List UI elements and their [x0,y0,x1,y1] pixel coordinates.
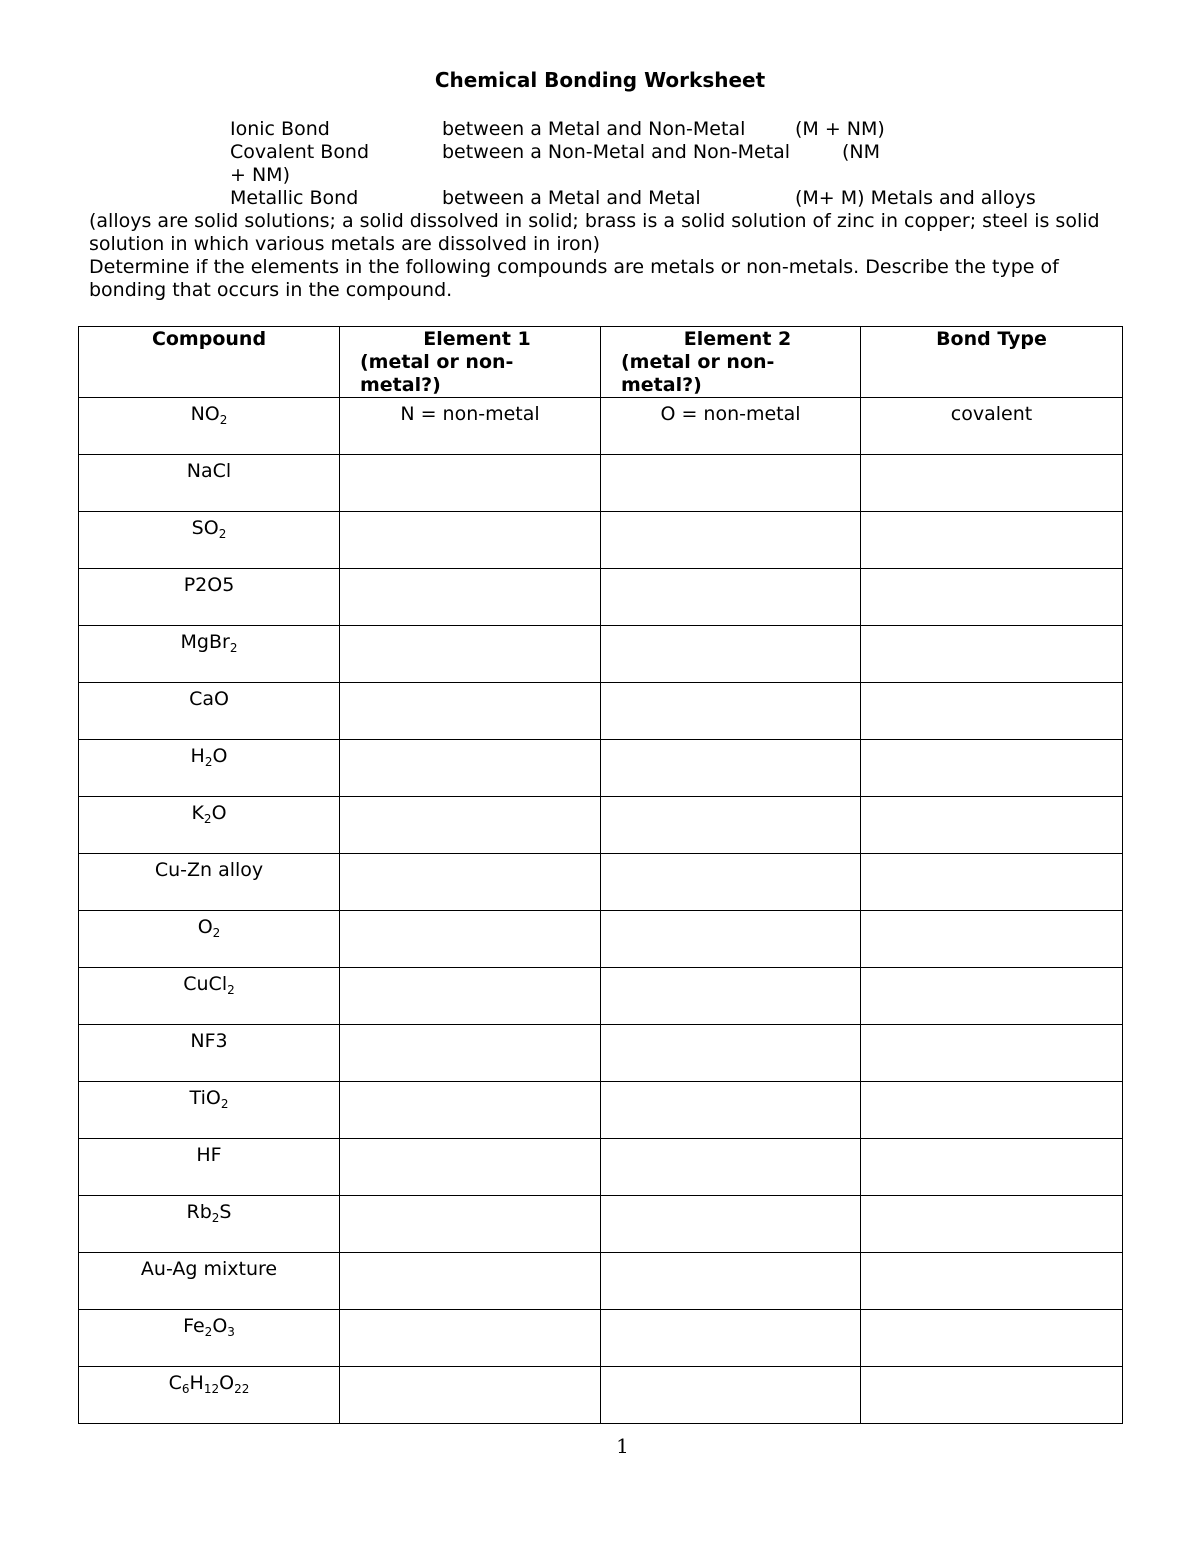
compound-formula [79,1253,339,1281]
table-row [79,455,1123,512]
formula-text: O [219,1372,235,1394]
bond-type-cell[interactable] [861,1139,1123,1196]
element-2-cell [601,398,861,455]
formula-subscript: 2 [204,1325,213,1339]
element-1-cell-answer: N = non-metal [400,403,540,425]
header-element-2-subtitle: (metal or non-metal?) [621,351,775,396]
element-1-cell[interactable] [340,626,601,683]
formula-subscript: 2 [220,1097,229,1111]
element-1-cell[interactable] [340,968,601,1025]
table-row [79,1025,1123,1082]
compound-formula [79,1367,339,1395]
compound-cell [79,1253,340,1310]
table-row [79,854,1123,911]
element-1-cell[interactable] [340,1310,601,1367]
element-2-cell[interactable] [601,797,861,854]
element-1-cell[interactable] [340,1253,601,1310]
compound-cell [79,1310,340,1367]
formula-subscript: 3 [227,1325,235,1339]
bond-type-cell[interactable] [861,1082,1123,1139]
formula-text: O [212,745,228,767]
bond-name: Covalent Bond [230,141,370,163]
bond-name: Metallic Bond [230,187,359,209]
bond-type-cell[interactable] [861,1196,1123,1253]
bond-abbreviation-continued: + NM) [230,164,290,186]
bond-abbreviation: (NM [842,141,881,163]
bond-type-cell [861,398,1123,455]
formula-text: S [219,1201,232,1223]
table-row [79,1310,1123,1367]
element-2-cell[interactable] [601,740,861,797]
table-row [79,797,1123,854]
bond-type-cell[interactable] [861,968,1123,1025]
table-row [79,1082,1123,1139]
formula-subscript: 6 [181,1382,190,1396]
compound-formula [79,1139,339,1167]
page-title: Chemical Bonding Worksheet [434,68,766,92]
element-2-cell[interactable] [601,854,861,911]
element-1-cell[interactable] [340,1025,601,1082]
compound-formula [79,455,339,483]
element-2-cell[interactable] [601,968,861,1025]
bond-type-cell[interactable] [861,626,1123,683]
compound-cell [79,797,340,854]
bond-type-cell[interactable] [861,1367,1123,1424]
formula-text: H [189,1372,204,1394]
formula-subscript: 2 [219,413,228,427]
formula-text: H [190,745,205,767]
compound-cell [79,455,340,512]
compound-cell [79,911,340,968]
bond-description: between a Metal and Non-Metal [442,118,746,140]
compound-formula [79,854,339,882]
formula-text: K [191,802,204,824]
bond-type-cell[interactable] [861,1310,1123,1367]
bond-type-cell-answer: covalent [950,403,1033,425]
element-1-cell[interactable] [340,569,601,626]
element-1-cell[interactable] [340,455,601,512]
compound-cell [79,1196,340,1253]
header-bond-type-label: Bond Type [936,328,1047,350]
header-compound [79,327,340,398]
element-2-cell[interactable] [601,911,861,968]
compound-cell [79,626,340,683]
formula-text: CaO [189,688,229,710]
compound-formula [79,398,339,426]
compound-formula [79,911,339,939]
header-element-1-subtitle: (metal or non-metal?) [360,351,514,396]
bond-type-cell[interactable] [861,569,1123,626]
element-2-cell[interactable] [601,1367,861,1424]
instructions-line: bonding that occurs in the compound. [89,279,453,301]
compound-cell [79,512,340,569]
formula-subscript: 2 [212,926,221,940]
bond-type-cell[interactable] [861,512,1123,569]
formula-text: P2O5 [183,574,235,596]
formula-subscript: 2 [229,641,238,655]
element-1-cell[interactable] [340,797,601,854]
element-2-cell[interactable] [601,569,861,626]
header-compound-label: Compound [151,328,267,350]
compound-cell [79,398,340,455]
element-1-cell[interactable] [340,1082,601,1139]
table-row [79,1196,1123,1253]
element-2-cell[interactable] [601,1139,861,1196]
element-2-cell[interactable] [601,455,861,512]
compound-cell [79,683,340,740]
compound-formula [79,512,339,540]
formula-text: Rb [186,1201,212,1223]
table-row [79,512,1123,569]
table-header-row [79,327,1123,398]
alloy-note-line: (alloys are solid solutions; a solid dissolved in solid; brass is a solid solution of zinc in copper; steel is solid [89,210,1100,232]
element-2-cell-answer: O = non-metal [660,403,801,425]
formula-text: TiO [189,1087,221,1109]
compound-formula [79,569,339,597]
table-row [79,740,1123,797]
formula-text: Au-Ag mixture [140,1258,278,1280]
element-1-cell[interactable] [340,683,601,740]
header-bond-type [861,327,1123,398]
compound-formula [79,1310,339,1338]
formula-text: Fe [183,1315,205,1337]
formula-text: C [168,1372,182,1394]
compound-cell [79,968,340,1025]
compound-formula [79,626,339,654]
compound-cell [79,1367,340,1424]
bond-type-cell[interactable] [861,1253,1123,1310]
header-element-2-title: Element 2 [683,328,792,350]
element-1-cell[interactable] [340,512,601,569]
page-number: 1 [616,1434,629,1458]
table-row [79,968,1123,1025]
formula-subscript: 2 [227,983,235,997]
compound-cell [79,1025,340,1082]
table-row [79,911,1123,968]
formula-text: HF [196,1144,222,1166]
table-row [79,1367,1123,1424]
formula-subscript: 2 [211,1211,220,1225]
alloy-note-line: solution in which various metals are dissolved in iron) [89,233,601,255]
element-2-cell[interactable] [601,1310,861,1367]
header-element-1 [340,327,601,398]
bond-abbreviation: (M+ M) Metals and alloys [795,187,1036,209]
formula-subscript: 12 [203,1382,220,1396]
bond-name: Ionic Bond [230,118,330,140]
table-row [79,683,1123,740]
table-row [79,398,1123,455]
element-1-cell[interactable] [340,740,601,797]
element-2-cell[interactable] [601,1196,861,1253]
element-2-cell[interactable] [601,512,861,569]
formula-text: NO [190,403,220,425]
element-1-cell [340,398,601,455]
formula-text: SO [191,517,219,539]
element-1-cell[interactable] [340,1367,601,1424]
bond-description: between a Non-Metal and Non-Metal [442,141,791,163]
compound-formula [79,797,339,825]
compound-cell [79,740,340,797]
compound-formula [79,1196,339,1224]
bond-type-cell[interactable] [861,683,1123,740]
bond-type-cell[interactable] [861,911,1123,968]
bond-type-cell[interactable] [861,854,1123,911]
bond-type-cell[interactable] [861,1025,1123,1082]
formula-subscript: 2 [203,812,212,826]
bond-abbreviation: (M + NM) [795,118,885,140]
bond-type-cell[interactable] [861,455,1123,512]
bond-type-cell[interactable] [861,797,1123,854]
compound-cell [79,1139,340,1196]
element-2-cell[interactable] [601,626,861,683]
table-row [79,1139,1123,1196]
compound-formula [79,1025,339,1053]
compound-formula [79,740,339,768]
element-1-cell[interactable] [340,911,601,968]
compound-formula [79,1082,339,1110]
compound-cell [79,1082,340,1139]
header-element-2 [601,327,861,398]
element-2-cell[interactable] [601,683,861,740]
formula-text: O [197,916,213,938]
formula-subscript: 2 [204,755,213,769]
instructions [89,256,1149,302]
formula-subscript: 2 [218,527,227,541]
bond-description: between a Metal and Metal [442,187,701,209]
formula-text: O [211,802,227,824]
table-row [79,569,1123,626]
element-1-cell[interactable] [340,854,601,911]
compound-formula [79,683,339,711]
formula-text: CuCl [183,973,228,995]
element-2-cell[interactable] [601,1253,861,1310]
bonding-table [78,326,1123,1424]
formula-subscript: 22 [234,1382,250,1396]
element-1-cell[interactable] [340,1139,601,1196]
formula-text: Cu-Zn alloy [154,859,264,881]
formula-text: MgBr [180,631,230,653]
compound-cell [79,854,340,911]
compound-cell [79,569,340,626]
header-element-1-title: Element 1 [423,328,531,350]
alloy-note [89,210,1149,256]
element-1-cell[interactable] [340,1196,601,1253]
compound-formula [79,968,339,996]
formula-text: NaCl [186,460,232,482]
element-2-cell[interactable] [601,1025,861,1082]
bond-type-cell[interactable] [861,740,1123,797]
formula-text: O [212,1315,228,1337]
table-row [79,1253,1123,1310]
element-2-cell[interactable] [601,1082,861,1139]
instructions-line: Determine if the elements in the following compounds are metals or non-metals. Describe the type of [89,256,1059,278]
formula-text: NF3 [190,1030,228,1052]
table-row [79,626,1123,683]
